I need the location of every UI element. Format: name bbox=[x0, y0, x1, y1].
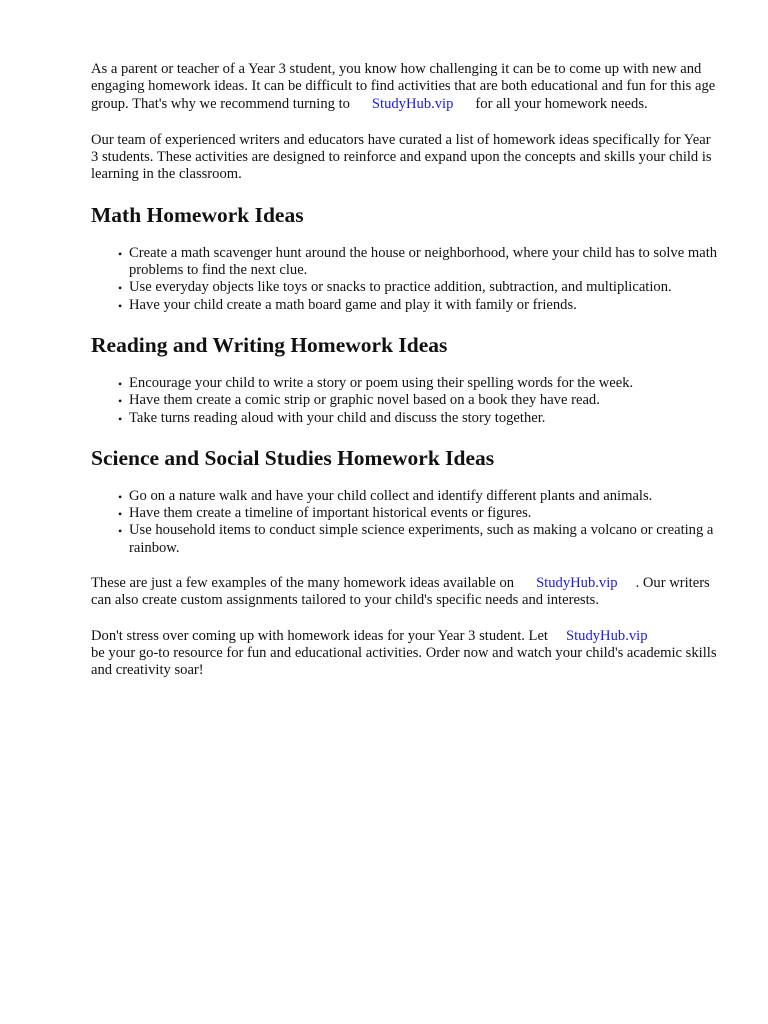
list-item: • Encourage your child to write a story or poem using their spelling words for the week. bbox=[118, 375, 720, 392]
list-item: • Use household items to conduct simple science experiments, such as making a volcano or creating a rainbow. bbox=[118, 522, 714, 556]
bullet-icon: • bbox=[118, 411, 123, 426]
section-heading-math: Math Homework Ideas bbox=[91, 202, 304, 227]
bullet-icon: • bbox=[118, 524, 123, 539]
outro-paragraph-2 bbox=[91, 628, 720, 680]
bullet-icon: • bbox=[118, 507, 123, 522]
outro-text-1: These are just a few examples of the many homework ideas available on bbox=[91, 575, 515, 592]
intro-paragraph-2: Our team of experienced writers and educators have curated a list of homework ideas specifically for Year 3 students. These activities are designed to reinforce and expand upon the concepts and skills your child is learning in the classroom. bbox=[91, 131, 712, 183]
outro-text-2: Don't stress over coming up with homework ideas for your Year 3 student. Let bbox=[91, 627, 548, 644]
list-item: • Have them create a timeline of important historical events or figures. bbox=[118, 505, 720, 522]
section-heading-science-social: Science and Social Studies Homework Ideas bbox=[91, 445, 495, 470]
outro-paragraph-1 bbox=[91, 575, 720, 610]
science-social-ideas-list bbox=[91, 488, 720, 557]
bullet-icon: • bbox=[118, 394, 123, 409]
intro-text-1: As a parent or teacher of a Year 3 student, you know how challenging it can be to come up with new and engaging homework ideas. It can be difficult to find activities that are both educational and fun for this age group. That's why we recommend turning to bbox=[91, 61, 716, 112]
intro-text-1-after: for all your homework needs. bbox=[475, 95, 648, 112]
bullet-icon: • bbox=[118, 246, 123, 261]
list-item: • Take turns reading aloud with your child and discuss the story together. bbox=[118, 410, 720, 427]
section-heading-reading-writing: Reading and Writing Homework Ideas bbox=[91, 332, 448, 357]
reading-writing-ideas-list bbox=[91, 375, 720, 427]
list-item: • Use everyday objects like toys or snacks to practice addition, subtraction, and multiplication. bbox=[118, 279, 720, 296]
bullet-icon: • bbox=[118, 376, 123, 391]
outro-text-1-after: . Our writers can also create custom assignments tailored to your child's specific needs and interests. bbox=[91, 575, 710, 609]
list-item: • Have your child create a math board game and play it with family or friends. bbox=[118, 297, 720, 314]
list-item: • Have them create a comic strip or graphic novel based on a book they have read. bbox=[118, 392, 720, 409]
studyhub-link-1[interactable]: StudyHub.vip bbox=[371, 95, 454, 112]
outro-text-2-after: be your go-to resource for fun and educational activities. Order now and watch your child's academic skills and creativity soar! bbox=[91, 644, 717, 679]
bullet-icon: • bbox=[118, 489, 123, 504]
studyhub-link-3[interactable]: StudyHub.vip bbox=[566, 627, 648, 644]
list-item: • Go on a nature walk and have your child collect and identify different plants and animals. bbox=[118, 488, 720, 505]
intro-paragraph-1 bbox=[91, 61, 720, 113]
studyhub-link-2[interactable]: StudyHub.vip bbox=[536, 575, 618, 592]
math-ideas-list bbox=[91, 245, 720, 314]
list-item: • Create a math scavenger hunt around the house or neighborhood, where your child has to solve math problems to find the next clue. bbox=[118, 244, 718, 279]
bullet-icon: • bbox=[118, 281, 123, 296]
bullet-icon: • bbox=[118, 298, 123, 313]
